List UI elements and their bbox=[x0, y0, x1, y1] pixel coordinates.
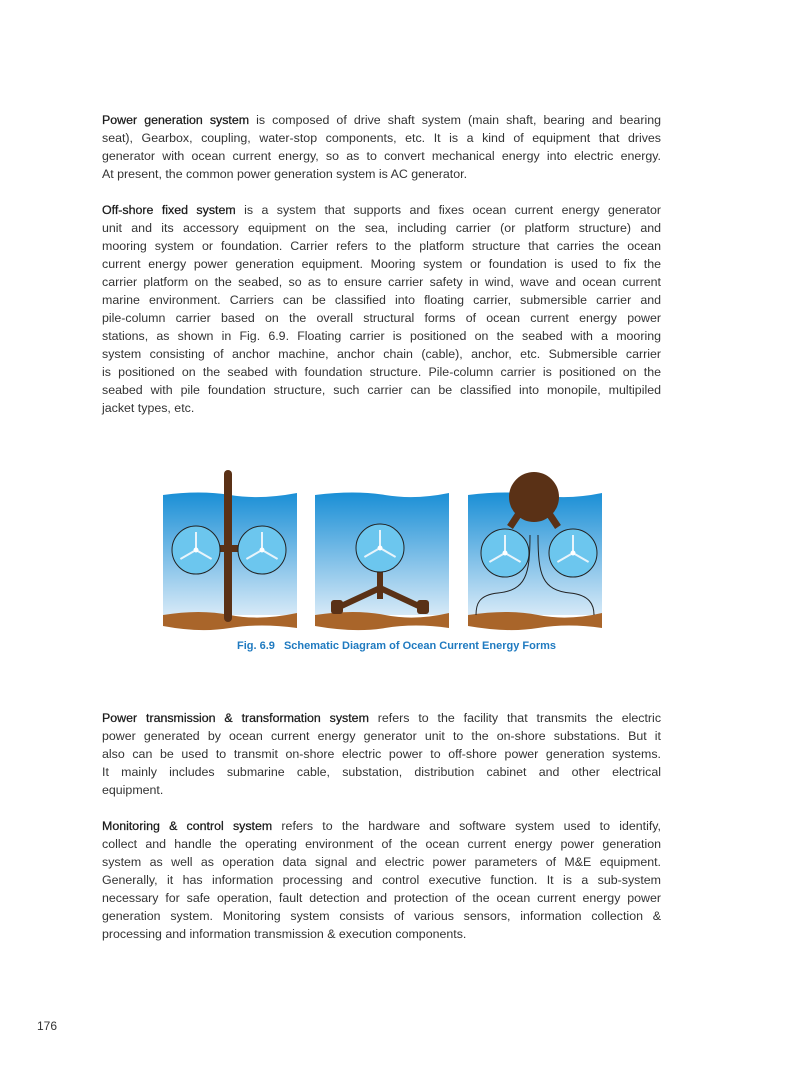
paragraph-line: system consisting of anchor machine, anchor chain (cable), anchor, etc. Submersible carrier bbox=[102, 347, 661, 361]
paragraph-line: stations, as shown in Fig. 6.9. Floating carrier is positioned on the seabed with a mooring bbox=[102, 329, 661, 343]
paragraph-line: marine environment. Carriers can be classified into floating carrier, submersible carrier and bbox=[102, 293, 661, 307]
paragraph-lead: Power generation system bbox=[102, 113, 250, 127]
turbine-hub bbox=[260, 548, 265, 553]
paragraph-power-generation bbox=[102, 111, 661, 183]
paragraph-text: is a system that supports and fixes ocean current energy generator bbox=[235, 203, 662, 217]
paragraph-line: system as well as operation data signal and electric power parameters of M&E equipment. bbox=[102, 855, 661, 869]
page-number: 176 bbox=[37, 1019, 58, 1033]
paragraph-line: is positioned on the seabed with foundation structure. Pile-column carrier is positioned on the bbox=[102, 365, 661, 379]
paragraph-line: power generated by ocean current energy generator unit to the on-shore substations. But it bbox=[102, 729, 661, 743]
paragraph-offshore-fixed bbox=[102, 201, 661, 417]
paragraph-line bbox=[102, 709, 661, 727]
figure-caption bbox=[0, 640, 793, 652]
paragraph-text: refers to the hardware and software system used to identify, bbox=[272, 819, 661, 833]
figure-number: Fig. 6.9 bbox=[237, 640, 275, 652]
paragraph-line: It mainly includes submarine cable, substation, distribution cabinet and other electrical bbox=[102, 765, 661, 779]
paragraph-line: jacket types, etc. bbox=[102, 401, 195, 415]
paragraph-line bbox=[102, 817, 661, 835]
paragraph-line: seat), Gearbox, coupling, water-stop components, etc. It is a kind of equipment that drives bbox=[102, 131, 661, 145]
paragraph-line: also can be used to transmit on-shore electric power to off-shore power generation systems. bbox=[102, 747, 661, 761]
paragraph-line: current energy power generation equipment. Mooring system or foundation is used to fix the bbox=[102, 257, 661, 271]
paragraph-line: carrier platform on the seabed, so as to ensure carrier safety in wind, wave and ocean current bbox=[102, 275, 661, 289]
turbine-hub bbox=[378, 546, 383, 551]
paragraph-line: generation system. Monitoring system consists of various sensors, information collection & bbox=[102, 909, 661, 923]
paragraph-power-transmission bbox=[102, 709, 661, 799]
paragraph-line: pile-column carrier based on the overall structural forms of ocean current energy power bbox=[102, 311, 661, 325]
paragraph-line: At present, the common power generation system is AC generator. bbox=[102, 167, 468, 181]
paragraph-line: mooring system or foundation. Carrier refers to the platform structure that carries the ocean bbox=[102, 239, 661, 253]
paragraph-line: generator with ocean current energy, so as to convert mechanical energy into electric energy. bbox=[102, 149, 661, 163]
figure-title: Schematic Diagram of Ocean Current Energy Forms bbox=[283, 640, 556, 652]
turbine-hub bbox=[571, 551, 576, 556]
paragraph-text: refers to the facility that transmits the electric bbox=[368, 711, 662, 725]
paragraph-line: seabed with pile foundation structure, such carrier can be classified into monopile, multipiled bbox=[102, 383, 661, 397]
turbine-hub bbox=[503, 551, 508, 556]
paragraph-line: processing and information transmission & execution components. bbox=[102, 927, 467, 941]
paragraph-line: necessary for safe operation, fault detection and protection of the ocean current energy power bbox=[102, 891, 661, 905]
paragraph-lead: Monitoring & control system bbox=[102, 819, 273, 833]
turbine-hub bbox=[194, 548, 199, 553]
paragraph-line: equipment. bbox=[102, 783, 164, 797]
paragraph-line bbox=[102, 201, 661, 219]
paragraph-line bbox=[102, 111, 661, 129]
ocean-current-energy-figure bbox=[160, 465, 605, 635]
paragraph-text: is composed of drive shaft system (main shaft, bearing and bearing bbox=[249, 113, 661, 127]
paragraph-line: Generally, it has information processing and control executive function. It is a sub-system bbox=[102, 873, 661, 887]
paragraph-monitoring-control bbox=[102, 817, 661, 943]
paragraph-lead: Power transmission & transformation system bbox=[102, 711, 369, 725]
paragraph-line: unit and its accessory equipment on the sea, including carrier (or platform structure) and bbox=[102, 221, 661, 235]
paragraph-line: collect and handle the operating environment of the ocean current energy power generation bbox=[102, 837, 661, 851]
paragraph-lead: Off-shore fixed system bbox=[102, 203, 236, 217]
